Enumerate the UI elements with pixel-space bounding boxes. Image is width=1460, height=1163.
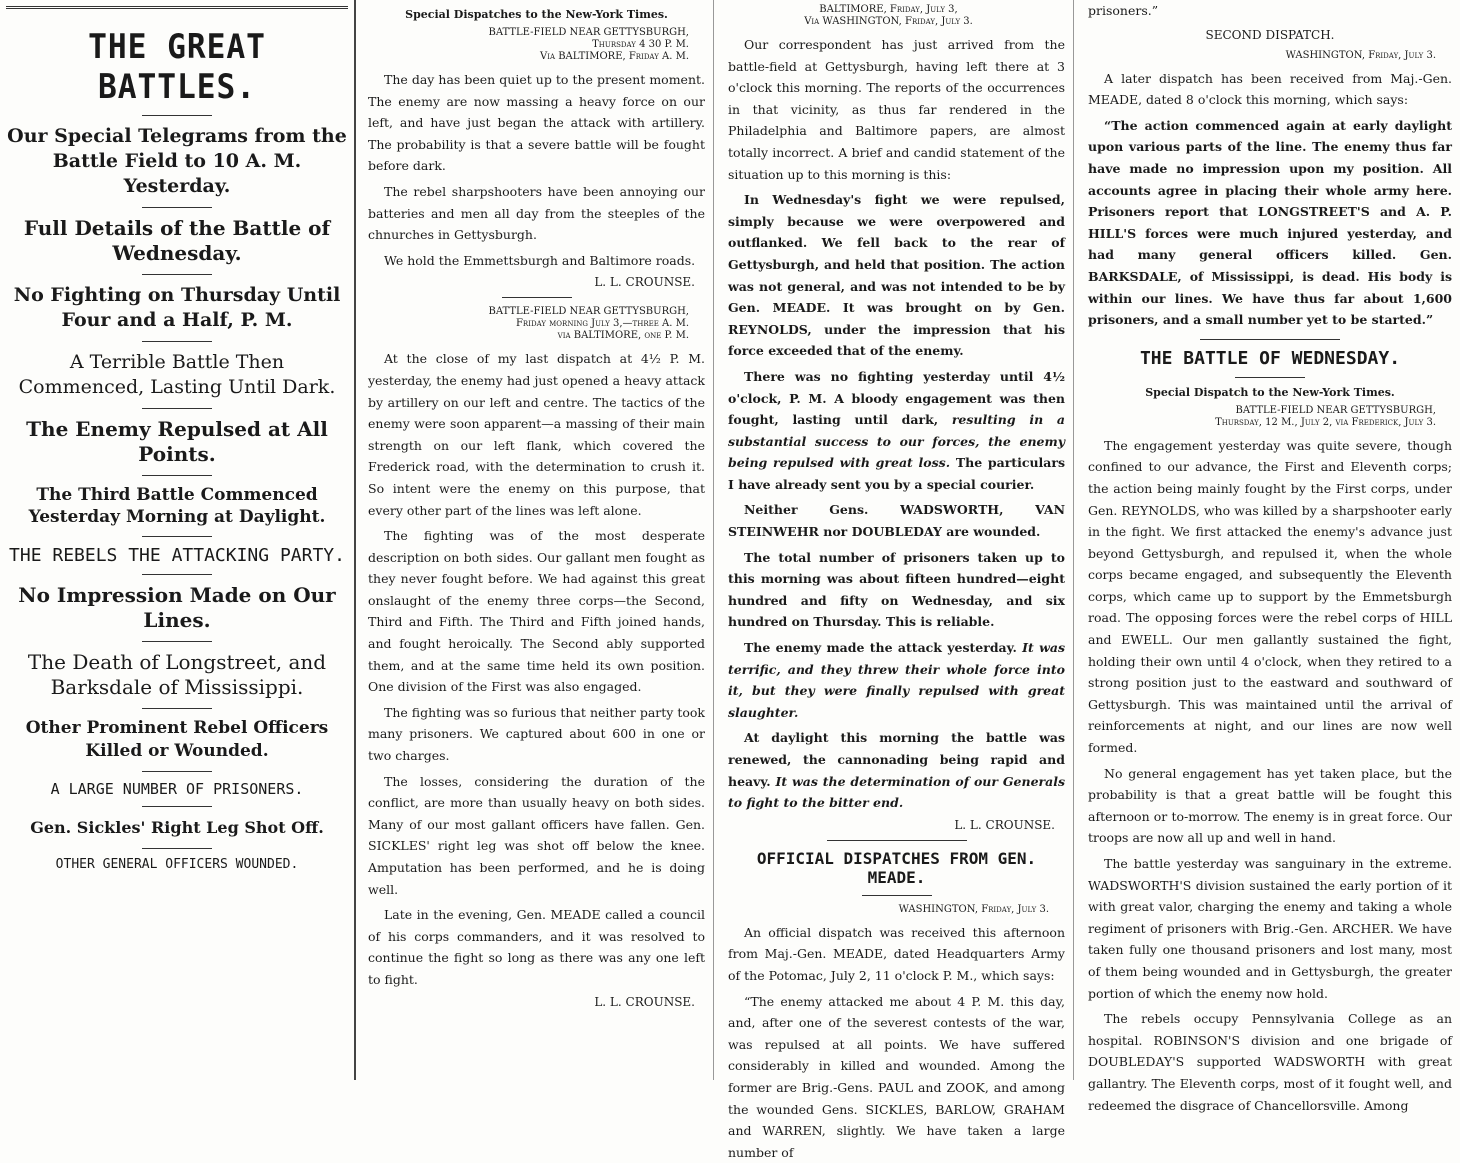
dateline-line: via BALTIMORE, one P. M. xyxy=(557,330,689,342)
paragraph: Neither Gens. WADSWORTH, VAN STEINWEHR nor DOUBLEDAY are wounded. xyxy=(728,502,1065,540)
article-column-4 xyxy=(1080,0,1460,1113)
headline-column xyxy=(0,0,356,1080)
paragraph: The engagement yesterday was quite severe, though confined to our advance, the First and Eleventh corps; the action being mainly fought by the First corps, under Gen. REYNOLDS, who was killed by a sharpshooter early in the fight. We first attacked the enemy's advance just beyond Gettysburgh, and repulsed it, when the whole corps became engaged, and subsequently the Eleventh corps, which came up to support by the Emmetsburgh road. The opposing forces were the rebel corps of HILL and EWELL. Our men gallantly sustained the fight, holding their own until 4 o'clock, when they retired to a strong position just to the eastward and southward of Gettysburgh. This was maintained until the arrival of reinforcements at night, and our lines are now well formed. xyxy=(1088,437,1452,756)
rule xyxy=(1235,377,1305,378)
rule xyxy=(142,771,212,772)
headline-deck: The Third Battle Commenced Yesterday Morning at Daylight. xyxy=(28,485,326,527)
rule xyxy=(862,895,932,896)
headline-deck: No Fighting on Thursday Until Four and a Half, P. M. xyxy=(13,284,341,331)
rule xyxy=(142,207,212,208)
headline-deck: THE REBELS THE ATTACKING PARTY. xyxy=(9,545,345,566)
dateline xyxy=(728,4,1049,28)
paragraph xyxy=(728,366,1065,496)
text-run-italic: resulting in a substantial success to our forces, the enemy being repulsed with great loss. xyxy=(728,412,1066,471)
text-run: At daylight this morning the battle was renewed, the cannonading being rapid and heavy. xyxy=(728,730,1065,789)
headline-deck: No Impression Made on Our Lines. xyxy=(18,583,336,632)
text-run: The particulars I have already sent you by a special courier. xyxy=(728,455,1066,492)
dateline: WASHINGTON, Friday, July 3. xyxy=(898,903,1049,915)
rule xyxy=(142,536,212,537)
rule xyxy=(142,806,212,807)
paragraph: The battle yesterday was sanguinary in the extreme. WADSWORTH'S division sustained the early portion of it with great valor, charging the enemy and taking a whole regiment of prisoners with Brig.-Gen. ARCHER. We have taken fully one thousand prisoners and lost many, most of them being wounded and in Gettysburgh, the greater portion of which the enemy now hold. xyxy=(1088,856,1452,1001)
dateline xyxy=(368,306,689,342)
rule xyxy=(142,115,212,116)
rule xyxy=(1200,339,1340,340)
rule xyxy=(827,840,967,841)
section-heading: THE BATTLE OF WEDNESDAY. xyxy=(1139,347,1401,369)
paragraph: We hold the Emmettsburgh and Baltimore roads. xyxy=(384,252,696,268)
paragraph: The rebels occupy Pennsylvania College as an hospital. ROBINSON'S division and one brigade of DOUBLEDAY'S supported WADSWORTH with great gallantry. The Eleventh corps, most of it fought well, and redeemed the disgrace of Chancellorsville. Among xyxy=(1088,1011,1452,1113)
headline-deck: Full Details of the Battle of Wednesday. xyxy=(23,216,331,265)
paragraph xyxy=(728,727,1065,813)
text-run: The enemy made the attack yesterday. xyxy=(744,640,1017,656)
rule xyxy=(142,708,212,709)
headline-deck: OTHER GENERAL OFFICERS WOUNDED. xyxy=(55,857,299,872)
headline-deck: A Terrible Battle Then Commenced, Lasting Until Dark. xyxy=(18,351,336,398)
signature: L. L. CROUNSE. xyxy=(594,275,695,290)
rule xyxy=(142,408,212,409)
dateline-line: Thursday, 12 M., July 2, via Frederick, July 3. xyxy=(1215,416,1436,428)
paragraph: The rebel sharpshooters have been annoying our batteries and men all day from the steeples of the chnurches in Gettysburgh. xyxy=(368,183,705,243)
headline-deck: A LARGE NUMBER OF PRISONERS. xyxy=(50,780,304,798)
dateline-line: Via WASHINGTON, Friday, July 3. xyxy=(804,16,973,27)
paragraph: The fighting was of the most desperate description on both sides. Our gallant men fought as they never fought before. We had against this great onslaught of the enemy three corps—the Second, Third and Fifth. The Third and Fifth joined hands, and fought heroically. The Second ably supported them, and at the same time held its own position. One division of the First was also engaged. xyxy=(368,528,705,695)
paragraph: In Wednesday's fight we were repulsed, simply because we were overpowered and outflanked. We fell back to the rear of Gettysburgh, and held that position. The action was not general, and was not intended to be by Gen. MEADE. It was brought on by Gen. REYNOLDS, under the impression that his force exceeded that of the enemy. xyxy=(728,192,1065,359)
signature: L. L. CROUNSE. xyxy=(954,817,1055,832)
article-column-3 xyxy=(720,0,1074,1160)
text-run: There was no fighting yesterday until 4½ o'clock, P. M. A bloody engagement was then fought, lasting until dark, xyxy=(728,368,1065,428)
signature: L. L. CROUNSE. xyxy=(594,994,695,1009)
rule xyxy=(502,297,572,298)
paragraph: “The action commenced again at early daylight upon various parts of the line. The enemy thus far have made no impression upon my position. All accounts agree in placing their whole army here. Prisoners report that LONGSTREET'S and A. P. HILL'S forces were much injured yesterday, and had many general officers killed. Gen. BARKSDALE, of Mississippi, is dead. His body is within our lines. We have thus far about 1,600 prisoners, and a small number yet to be started.” xyxy=(1088,117,1452,328)
paragraph: “The enemy attacked me about 4 P. M. this day, and, after one of the severest contests of the war, was repulsed at all points. We have suffered considerably in killed and wounded. Among the former are Brig.-Gens. PAUL and ZOOK, and among the wounded Gens. SICKLES, BARLOW, GRAHAM and WARREN, slightly. We have taken a large number of xyxy=(728,993,1065,1160)
paragraph: The total number of prisoners taken up to this morning was about fifteen hundred—eight hundred and fifty on Wednesday, and six hundred on Thursday. This is reliable. xyxy=(728,549,1065,630)
dateline xyxy=(368,27,689,63)
dateline-line: BATTLE-FIELD NEAR GETTYSBURGH, xyxy=(488,27,689,38)
paragraph: At the close of my last dispatch at 4½ P. M. yesterday, the enemy had just opened a heavy attack by artillery on our left and centre. The tactics of the enemy were soon apparent—a massing of their main strength on our left flank, which covered the Frederick road, with the determination to crush it. So intent were the enemy on this purpose, that every other part of the lines was left alone. xyxy=(368,351,705,518)
dateline-line: BATTLE-FIELD NEAR GETTYSBURGH, xyxy=(1235,404,1436,416)
headline-deck: Gen. Sickles' Right Leg Shot Off. xyxy=(30,818,324,837)
paragraph: A later dispatch has been received from Maj.-Gen. MEADE, dated 8 o'clock this morning, which says: xyxy=(1088,70,1452,108)
paragraph: An official dispatch was received this afternoon from Maj.-Gen. MEADE, dated Headquarters Army of the Potomac, July 2, 11 o'clock P. M., which says: xyxy=(728,924,1065,983)
dateline-line: Thursday 4 30 P. M. xyxy=(592,39,689,50)
text-run-italic: It was the determination of our Generals to fight to the bitter end. xyxy=(728,773,1065,811)
headline-deck: Our Special Telegrams from the Battle Field to 10 A. M. Yesterday. xyxy=(7,125,347,197)
paragraph: prisoners.” xyxy=(1088,3,1159,18)
rule xyxy=(142,574,212,575)
subheading: SECOND DISPATCH. xyxy=(1205,27,1335,42)
section-heading: OFFICIAL DISPATCHES FROM GEN. MEADE. xyxy=(756,848,1037,887)
dateline-line: BATTLE-FIELD NEAR GETTYSBURGH, xyxy=(488,306,689,318)
dateline xyxy=(1088,405,1436,429)
paragraph: The day has been quiet up to the present moment. The enemy are now massing a heavy force on our left, and have just began the attack with artillery. The probability is that a severe battle will be fought before dark. xyxy=(368,72,705,174)
rule xyxy=(142,641,212,642)
special-dispatch-label: Special Dispatches to the New-York Times. xyxy=(405,8,668,21)
dateline-line: Via BALTIMORE, Friday A. M. xyxy=(539,51,689,62)
paragraph: Our correspondent has just arrived from the battle-field at Gettysburgh, having left there at 3 o'clock this morning. The reports of the occurrences in that vicinity, as thus far rendered in the Philadelphia and Baltimore papers, are almost totally incorrect. A brief and candid statement of the situation up to this morning is this: xyxy=(728,37,1065,182)
paragraph: The fighting was so furious that neither party took many prisoners. We captured about 600 in one or two charges. xyxy=(368,704,705,764)
special-dispatch-label: Special Dispatch to the New-York Times. xyxy=(1145,385,1395,399)
dateline-line: Friday morning July 3,—three A. M. xyxy=(515,318,689,330)
headline-deck: The Death of Longstreet, and Barksdale of Mississippi. xyxy=(27,650,327,699)
headline-deck: Other Prominent Rebel Officers Killed or Wounded. xyxy=(25,718,329,761)
headline-deck: The Enemy Repulsed at All Points. xyxy=(26,417,328,466)
text-run-italic: It was terrific, and they threw their whole force into it, but they were finally repulsed with great slaughter. xyxy=(728,640,1066,720)
top-rule xyxy=(6,6,348,9)
rule xyxy=(142,274,212,275)
paragraph: No general engagement has yet taken place, but the probability is that a great battle will be fought this afternoon or to-morrow. The enemy is in great force. Our troops are now all up and well in hand. xyxy=(1088,765,1452,846)
rule xyxy=(142,341,212,342)
article-column-2 xyxy=(360,0,714,1080)
paragraph: The losses, considering the duration of the conflict, are more than usually heavy on both sides. Many of our most gallant officers have fallen. Gen. SICKLES' right leg was shot off below the knee. Amputation has been performed, and he is doing well. xyxy=(368,773,705,897)
rule xyxy=(142,848,212,849)
paragraph xyxy=(728,637,1065,723)
main-headline: THE GREAT BATTLES. xyxy=(88,27,266,107)
paragraph: Late in the evening, Gen. MEADE called a council of his corps commanders, and it was resolved to continue the fight so long as there was any one left to fight. xyxy=(368,907,705,987)
dateline: WASHINGTON, Friday, July 3. xyxy=(1285,49,1436,61)
rule xyxy=(142,475,212,476)
dateline-line: BALTIMORE, Friday, July 3, xyxy=(819,4,958,15)
